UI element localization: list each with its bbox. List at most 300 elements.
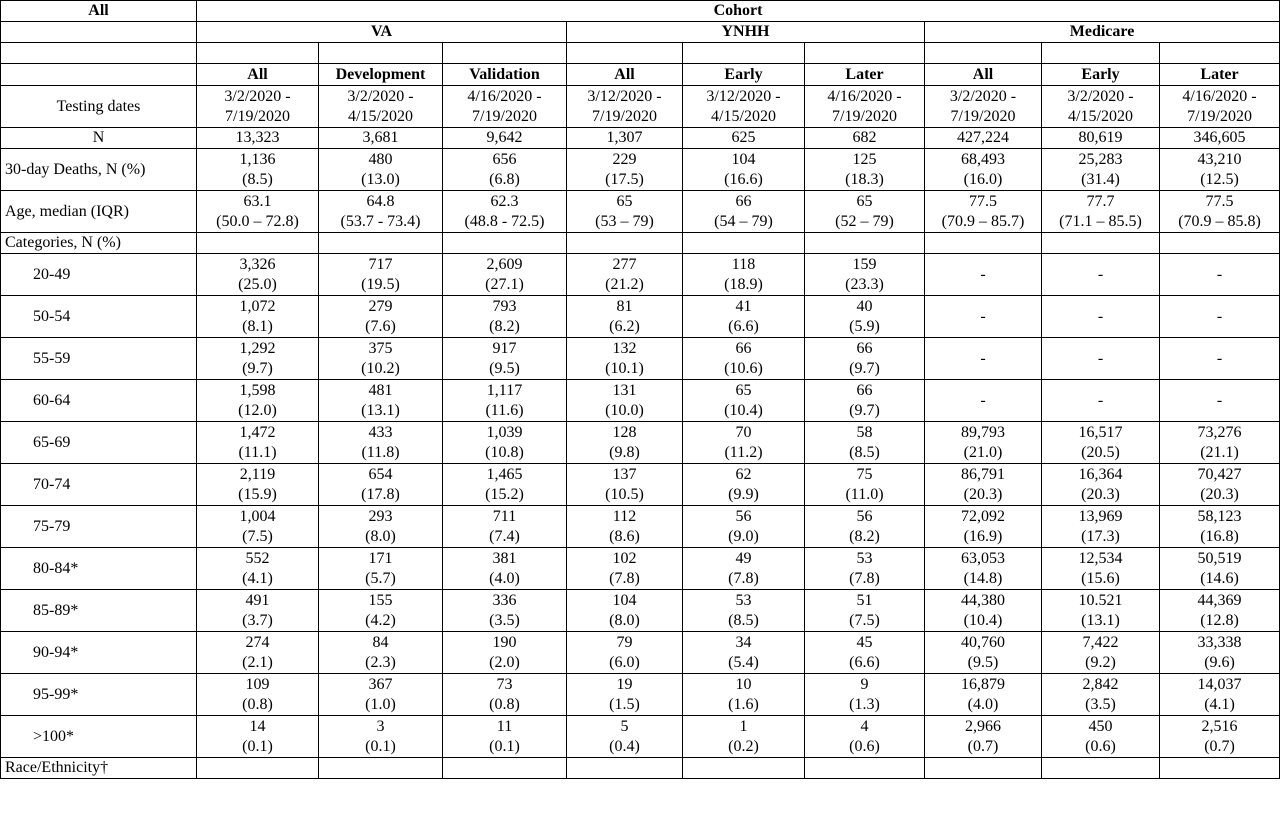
table-cell [1042,149,1160,191]
cell-value: 793 [492,297,517,315]
cell-secondary: (19.5) [361,275,400,293]
cell-value: 72,092 [961,507,1005,525]
cell-value: 44,380 [961,591,1005,609]
table-cell [683,86,805,128]
subheader-ynhh-early: Early [683,64,805,86]
cell-value: 34 [735,633,752,651]
table-cell [197,380,319,422]
cell-secondary: (4.2) [365,611,396,629]
cell-value: 717 [368,255,393,273]
cell-value: 66 [735,339,752,357]
cell-value: 16,364 [1078,465,1123,483]
subheader-medicare-later: Later [1160,64,1280,86]
cell-secondary: (48.8 - 72.5) [464,212,545,230]
table-cell [197,86,319,128]
cell-value: 2,842 [1082,675,1119,693]
cell-value: 625 [731,129,756,146]
cell-secondary: (3.7) [242,611,273,629]
cell-value: 125 [852,150,877,168]
cell-secondary: 7/19/2020 [832,107,897,125]
table-cell [1042,422,1160,464]
table-cell [1042,86,1160,128]
table-cell [805,296,925,338]
cell-secondary: (5.4) [728,653,759,671]
cell-secondary: (2.3) [365,653,396,671]
cell-secondary: (13.1) [361,401,400,419]
cell-secondary: (5.7) [365,569,396,587]
cell-value: 3/2/2020 - [347,87,414,105]
row-label: N [1,128,197,149]
cell-value: 1 [739,717,748,735]
cell-value: 66 [856,339,873,357]
table-row [1,254,1280,296]
table-cell [567,422,683,464]
cell-secondary: 4/15/2020 [348,107,413,125]
table-cell [1160,632,1280,674]
table-cell [319,716,443,758]
cell-secondary: (12.8) [1200,611,1239,629]
cell-value: 190 [492,633,517,651]
table-cell [1160,464,1280,506]
table-cell [805,149,925,191]
table-cell [683,149,805,191]
table-cell [319,464,443,506]
table-cell [925,758,1042,779]
cell-value: 229 [612,150,637,168]
table-cell [683,464,805,506]
cell-value: 3/2/2020 - [224,87,291,105]
cell-secondary: (5.9) [849,317,880,335]
cell-secondary: (7.8) [609,569,640,587]
cell-value: 14 [249,717,266,735]
table-row [1,128,1280,149]
cell-secondary: (4.1) [1204,695,1235,713]
table-cell [319,590,443,632]
cell-value: 5 [620,717,629,735]
row-label: 90-94* [1,632,197,674]
cell-value: 40 [856,297,873,315]
cell-value: 118 [731,255,756,273]
table-cell [925,464,1042,506]
cell-value: 274 [245,633,270,651]
cell-value: 65 [616,192,633,210]
table-cell [319,254,443,296]
table-row [1,296,1280,338]
subheader-ynhh-all: All [567,64,683,86]
cell-secondary: (2.1) [242,653,273,671]
cell-secondary: (16.9) [963,527,1003,545]
cell-secondary: (10.2) [361,359,400,377]
cell-value: 45 [856,633,873,651]
cell-secondary: (0.1) [365,737,396,755]
table-cell [683,716,805,758]
cell-secondary: (52 – 79) [835,212,894,230]
table-cell [567,758,683,779]
table-cell [319,338,443,380]
table-cell [1160,128,1280,149]
table-cell [443,632,567,674]
cell-value: 279 [368,297,393,315]
spacer-cell [443,43,567,64]
cell-value: 2,966 [965,717,1001,735]
cell-secondary: (10.4) [724,401,763,419]
cell-secondary: (0.8) [489,695,520,713]
spacer-cell [925,43,1042,64]
cell-secondary: (9.6) [1204,653,1235,671]
cell-secondary: (16.6) [724,170,763,188]
table-cell [197,254,319,296]
table-cell [443,590,567,632]
table-cell [805,674,925,716]
table-cell [925,674,1042,716]
subheader-medicare-all: All [925,64,1042,86]
cell-secondary: (9.0) [728,527,759,545]
cell-secondary: (16.8) [1200,527,1239,545]
table-cell [1042,758,1160,779]
spacer-cell [805,43,925,64]
cell-value: - [980,391,986,409]
cell-value: 43,210 [1197,150,1242,168]
cell-value: 433 [368,423,393,441]
cell-value: 3/12/2020 - [706,87,781,105]
cell-secondary: (11.1) [238,443,277,461]
table-cell [683,254,805,296]
cell-value: 25,283 [1078,150,1123,168]
cell-value: 50,519 [1197,549,1242,567]
table-row [1,422,1280,464]
group-medicare: Medicare [925,22,1280,43]
cell-secondary: (10.5) [605,485,644,503]
cell-value: 33,338 [1197,633,1242,651]
cell-secondary: (1.0) [365,695,396,713]
table-row [1,716,1280,758]
table-row [1,380,1280,422]
cell-secondary: (1.6) [728,695,759,713]
cell-value: 13,323 [235,129,280,146]
subheader-va-validation: Validation [443,64,567,86]
cell-value: 682 [852,129,877,146]
cell-secondary: 7/19/2020 [592,107,657,125]
table-cell [319,632,443,674]
table-cell [197,464,319,506]
table-cell [805,758,925,779]
table-cell [1042,380,1160,422]
cell-value: 1,292 [239,339,276,357]
cell-secondary: (9.7) [849,359,880,377]
table-cell [567,86,683,128]
cell-value: 1,136 [239,150,276,168]
table-cell [197,548,319,590]
table-cell [1160,758,1280,779]
table-cell [805,548,925,590]
table-cell [925,86,1042,128]
group-ynhh: YNHH [567,22,925,43]
cell-secondary: (7.8) [728,569,759,587]
table-cell [1160,716,1280,758]
header-row-subcolumns [1,64,1280,86]
cell-value: 1,598 [239,381,276,399]
cell-secondary: (7.6) [365,317,396,335]
table-cell [197,506,319,548]
cell-value: 336 [492,591,517,609]
cell-value: 44,369 [1197,591,1242,609]
table-cell [1042,254,1160,296]
cell-value: 58 [856,423,873,441]
cell-secondary: (9.2) [1085,653,1116,671]
cell-value: 375 [368,339,393,357]
table-cell [1042,464,1160,506]
table-cell [1160,506,1280,548]
table-cell [567,338,683,380]
cell-secondary: (8.2) [849,527,880,545]
table-cell [805,716,925,758]
cell-value: 10 [735,675,752,693]
cell-value: 86,791 [961,465,1005,483]
table-cell [197,128,319,149]
cell-secondary: (0.1) [242,737,273,755]
subheader-ynhh-later: Later [805,64,925,86]
cell-value: 2,119 [239,465,276,483]
cell-secondary: (1.5) [609,695,640,713]
cell-value: 64.8 [366,192,395,210]
cell-value: 68,493 [961,150,1005,168]
cell-value: 77.5 [1205,192,1234,210]
cell-value: 66 [735,192,752,210]
table-cell [319,422,443,464]
spacer-cell [1160,43,1280,64]
cell-secondary: (50.0 – 72.8) [216,212,299,230]
table-cell [1042,506,1160,548]
row-label: 70-74 [1,464,197,506]
cell-value: 159 [852,255,877,273]
cell-value: - [1216,307,1223,325]
table-cell [319,128,443,149]
cell-value: 41 [735,297,752,315]
cell-value: 1,472 [239,423,276,441]
table-cell [925,191,1042,233]
table-cell [443,422,567,464]
cell-secondary: (13.0) [361,170,400,188]
table-cell [197,716,319,758]
table-cell [319,233,443,254]
table-cell [1042,590,1160,632]
cell-value: 1,465 [486,465,523,483]
cell-secondary: (4.0) [489,569,520,587]
table-cell [925,506,1042,548]
cell-secondary: (8.5) [242,170,273,188]
cell-value: 131 [612,381,637,399]
cell-value: 104 [731,150,756,168]
table-cell [805,86,925,128]
cell-value: 62 [735,465,752,483]
cell-value: 4 [860,717,869,735]
table-cell [683,758,805,779]
cell-value: 19 [616,675,633,693]
cell-secondary: (15.2) [485,485,524,503]
cell-value: 12,534 [1078,549,1123,567]
cell-secondary: (20.3) [963,485,1003,503]
cell-secondary: (17.3) [1081,527,1120,545]
cell-secondary: (15.9) [238,485,277,503]
cell-secondary: (7.5) [849,611,880,629]
table-cell [1042,674,1160,716]
cell-secondary: (0.6) [1085,737,1116,755]
cell-secondary: 7/19/2020 [472,107,537,125]
spacer-cell [197,43,319,64]
table-cell [567,149,683,191]
group-va: VA [197,22,567,43]
cell-secondary: (13.1) [1081,611,1120,629]
cell-value: 11 [496,717,513,735]
table-row [1,338,1280,380]
cell-value: 84 [372,633,389,651]
cell-secondary: (8.1) [242,317,273,335]
cell-secondary: (6.2) [609,317,640,335]
cell-secondary: (8.5) [849,443,880,461]
cell-secondary: 7/19/2020 [1187,107,1252,125]
cell-value: 14,037 [1197,675,1242,693]
table-cell [1160,422,1280,464]
spacer-cell [319,43,443,64]
cell-value: 10.521 [1078,591,1123,609]
cell-secondary: (0.7) [967,737,999,755]
row-label: 50-54 [1,296,197,338]
table-cell [805,128,925,149]
cell-value: 346,605 [1193,129,1246,146]
table-cell [443,191,567,233]
cell-secondary: (7.5) [242,527,273,545]
table-cell [443,86,567,128]
cell-value: 109 [245,675,270,693]
cell-secondary: (14.8) [963,569,1003,587]
cell-value: 656 [492,150,517,168]
cell-secondary: (8.0) [365,527,396,545]
spacer-cell [683,43,805,64]
table-cell [197,632,319,674]
cell-secondary: (8.0) [609,611,640,629]
cell-value: 62.3 [490,192,519,210]
table-cell [443,716,567,758]
cell-secondary: (0.2) [728,737,759,755]
cell-secondary: (1.3) [849,695,880,713]
cell-secondary: (7.4) [489,527,520,545]
header-blank [1,22,197,43]
row-label: 65-69 [1,422,197,464]
cell-secondary: 4/15/2020 [1068,107,1133,125]
header-row-spacer [1,43,1280,64]
table-cell [1160,380,1280,422]
subheader-va-all: All [197,64,319,86]
cell-value: 1,307 [606,129,643,146]
table-cell [319,149,443,191]
table-cell [683,590,805,632]
cell-value: 63.1 [243,192,272,210]
cell-value: 40,760 [961,633,1005,651]
cell-secondary: (21.0) [963,443,1003,461]
cell-value: 4/16/2020 - [1182,87,1257,105]
cell-value: 104 [612,591,637,609]
row-label: Categories, N (%) [1,233,197,254]
table-cell [683,380,805,422]
table-body [1,86,1280,779]
cell-secondary: (27.1) [485,275,524,293]
cell-secondary: (9.8) [609,443,640,461]
cell-value: 481 [368,381,393,399]
cell-secondary: (21.1) [1200,443,1239,461]
table-cell [925,254,1042,296]
table-row [1,548,1280,590]
cell-secondary: (11.0) [845,485,884,503]
table-cell [1160,149,1280,191]
table-cell [1160,590,1280,632]
table-row [1,464,1280,506]
table-cell [683,674,805,716]
cell-value: 1,117 [486,381,523,399]
cell-value: 56 [856,507,873,525]
cell-secondary: (0.7) [1204,737,1235,755]
table-cell [1042,233,1160,254]
cell-value: 63,053 [961,549,1005,567]
table-cell [805,506,925,548]
cell-value: 80,619 [1078,129,1123,146]
cell-value: 480 [368,150,393,168]
table-cell [805,422,925,464]
table-cell [443,548,567,590]
cell-secondary: (11.8) [361,443,400,461]
cell-value: 102 [612,549,637,567]
cell-value: 73 [496,675,513,693]
cell-value: 427,224 [957,129,1009,146]
cell-secondary: (18.3) [845,170,884,188]
table-cell [197,758,319,779]
table-cell [925,149,1042,191]
cell-value: 2,609 [486,255,523,273]
table-row [1,233,1280,254]
cell-value: 128 [612,423,637,441]
cell-value: 65 [856,192,873,210]
spacer-cell [1,43,197,64]
cell-value: 4/16/2020 - [827,87,902,105]
cell-secondary: (8.6) [609,527,640,545]
table-cell [319,296,443,338]
cell-secondary: (10.6) [724,359,763,377]
table-cell [925,296,1042,338]
table-cell [567,632,683,674]
cell-secondary: (9.5) [489,359,520,377]
row-label: Testing dates [1,86,197,128]
table-cell [197,233,319,254]
table-cell [805,254,925,296]
table-row [1,632,1280,674]
table-cell [925,380,1042,422]
cell-value: 552 [245,549,270,567]
subheader-medicare-early: Early [1042,64,1160,86]
cell-secondary: (6.6) [849,653,880,671]
table-cell [197,422,319,464]
cell-value: 3/12/2020 - [587,87,662,105]
table-cell [1160,86,1280,128]
cell-value: 3/2/2020 - [1067,87,1134,105]
cell-value: 171 [368,549,393,567]
cell-secondary: (9.7) [849,401,880,419]
cell-value: 3/2/2020 - [949,87,1017,105]
table-cell [1160,296,1280,338]
table-cell [683,296,805,338]
cell-secondary: (0.6) [849,737,880,755]
cell-value: - [980,265,986,283]
table-cell [443,758,567,779]
table-row [1,149,1280,191]
